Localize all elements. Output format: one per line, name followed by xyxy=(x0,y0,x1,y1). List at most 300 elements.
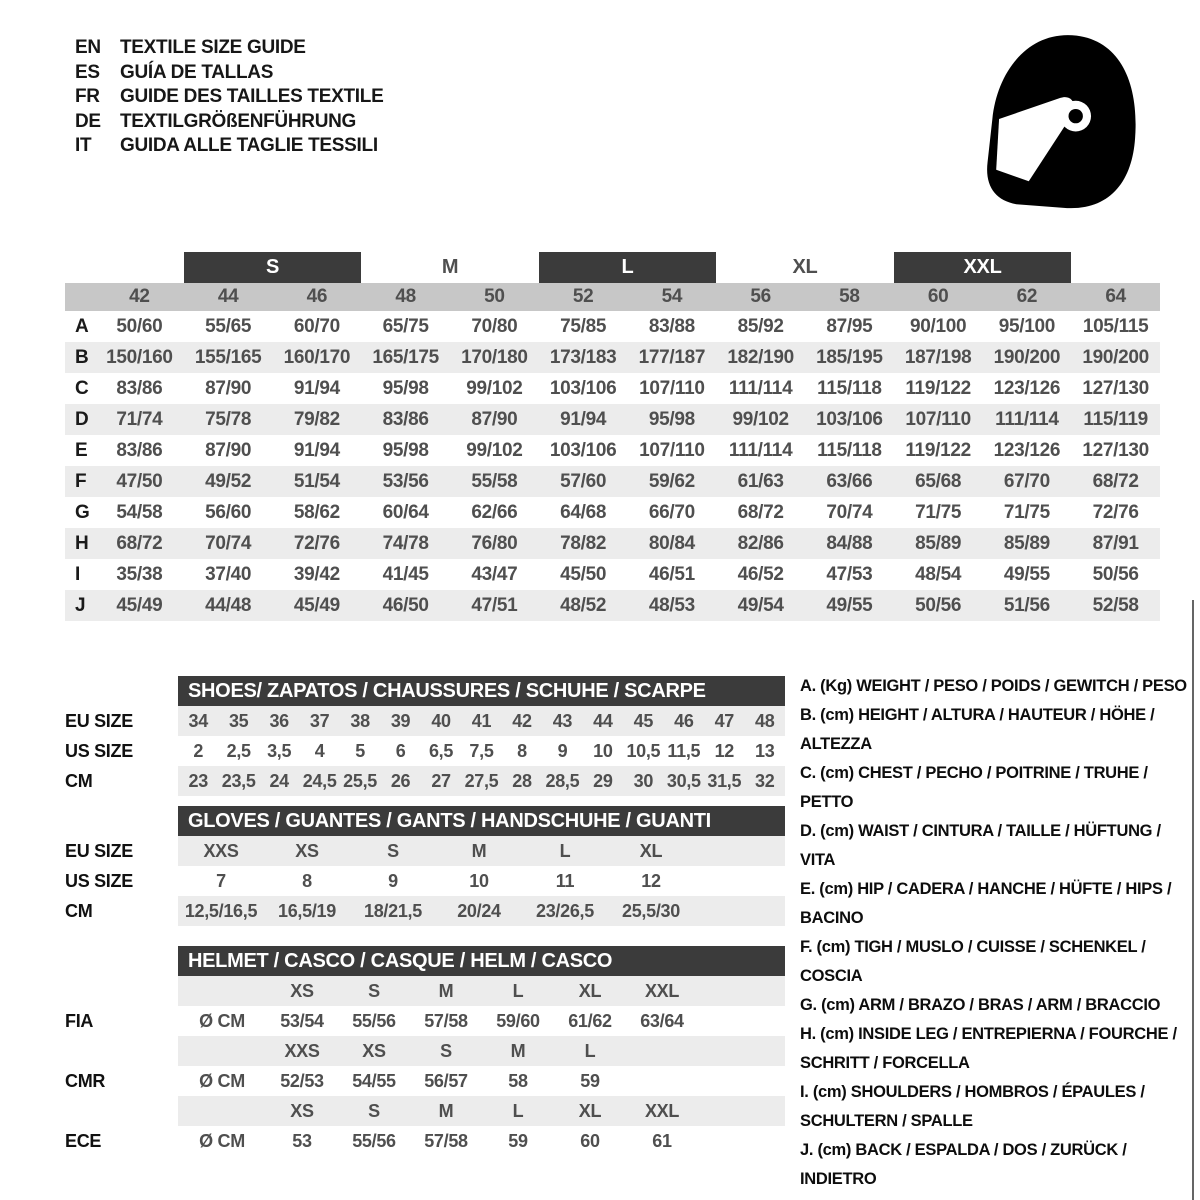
diameter-prefix: Ø CM xyxy=(199,1010,245,1031)
gloves-value-cell: L xyxy=(559,840,571,861)
measurement-cell: 64/68 xyxy=(560,501,607,523)
language-title: TEXTILGRÖßENFÜHRUNG xyxy=(120,110,357,132)
shoes-value-cell: 46 xyxy=(674,710,694,731)
legend-item: D. (cm) WAIST / CINTURA / TAILLE / HÜFTUNG / VITA xyxy=(800,822,1161,869)
shoes-value-cell: 6 xyxy=(395,740,406,761)
measurement-cell: 60/64 xyxy=(382,501,429,523)
legend-item: C. (cm) CHEST / PECHO / POITRINE / TRUHE / PETTO xyxy=(800,764,1148,811)
gloves-value-cell: XL xyxy=(639,840,663,861)
prefix-spacer xyxy=(178,1096,266,1126)
main-size-table xyxy=(65,252,1160,621)
helmet-value-cell: 56/57 xyxy=(424,1070,468,1091)
gloves-row xyxy=(178,896,785,926)
measurement-cell: 107/110 xyxy=(639,377,705,399)
gloves-value-cell: 16,5/19 xyxy=(278,900,336,921)
measurement-cell: 55/65 xyxy=(205,315,252,337)
shoes-row-label: US SIZE xyxy=(65,740,133,761)
language-code: ES xyxy=(75,61,100,83)
measurement-cell: 71/75 xyxy=(915,501,962,523)
measurement-cell: 49/55 xyxy=(1003,563,1050,585)
size-number: 62 xyxy=(1016,286,1038,307)
gloves-row xyxy=(178,866,785,896)
measurement-cell: 123/126 xyxy=(993,439,1061,461)
measurement-row-C xyxy=(65,373,1160,404)
helmet-size-cell: M xyxy=(438,980,454,1001)
prefix-spacer xyxy=(178,1036,266,1066)
measurement-cell: 87/95 xyxy=(826,315,873,337)
helmet-size-cell: XS xyxy=(290,1100,314,1121)
measurement-cell: 84/88 xyxy=(826,532,873,554)
legend-list xyxy=(800,672,1198,1194)
measurement-cell: 160/170 xyxy=(283,346,351,368)
shoes-section xyxy=(65,676,785,796)
language-title: GUIDE DES TAILLES TEXTILE xyxy=(120,86,384,108)
size-number: 42 xyxy=(129,286,150,307)
shoes-value-cell: 3,5 xyxy=(267,740,292,761)
helmet-value-cell: 59/60 xyxy=(496,1010,540,1031)
sizes-spacer xyxy=(65,1096,178,1126)
measurement-cell: 85/89 xyxy=(915,532,962,554)
helmet-sizes-row xyxy=(178,976,785,1006)
measurement-cell: 49/55 xyxy=(826,594,873,616)
helmet-size-cell: M xyxy=(510,1040,526,1061)
helmet-value-row xyxy=(178,1006,785,1036)
helmet-value-cell: 61 xyxy=(652,1130,672,1151)
measurement-cell: 82/86 xyxy=(737,532,784,554)
measurement-cell: 45/50 xyxy=(560,563,607,585)
measurement-cell: 87/90 xyxy=(471,408,518,430)
row-label: I xyxy=(75,563,80,585)
measurement-cell: 111/114 xyxy=(995,408,1059,430)
gloves-value-cell: XXS xyxy=(203,840,239,861)
measurement-cell: 37/40 xyxy=(205,563,252,585)
measurement-cell: 45/49 xyxy=(116,594,163,616)
helmet-size-cell: XXL xyxy=(644,980,680,1001)
measurement-cell: 72/76 xyxy=(293,532,340,554)
measurement-cell: 78/82 xyxy=(560,532,607,554)
gloves-value-cell: 10 xyxy=(469,870,489,891)
gloves-value-cell: XS xyxy=(295,840,319,861)
gloves-value-cell: 9 xyxy=(388,870,398,891)
row-label: D xyxy=(75,408,89,430)
measurement-cell: 70/74 xyxy=(826,501,873,523)
measurement-cell: 107/110 xyxy=(905,408,971,430)
measurement-cell: 91/94 xyxy=(560,408,607,430)
row-label: C xyxy=(75,377,89,399)
measurement-cell: 47/50 xyxy=(116,470,163,492)
measurement-cell: 119/122 xyxy=(905,377,971,399)
helmet-size-cell: S xyxy=(368,980,380,1001)
size-number: 56 xyxy=(750,286,771,307)
gloves-section xyxy=(65,806,785,926)
shoes-value-cell: 43 xyxy=(552,710,573,731)
helmet-row-labels xyxy=(65,946,178,1156)
language-row xyxy=(75,110,383,135)
measurement-cell: 177/187 xyxy=(638,346,706,368)
gloves-content xyxy=(178,806,785,926)
gloves-row-label: CM xyxy=(65,900,93,921)
language-list xyxy=(75,36,383,159)
measurement-cell: 62/66 xyxy=(471,501,518,523)
measurement-cell: 95/98 xyxy=(382,377,429,399)
measurement-row-H xyxy=(65,528,1160,559)
measurement-cell: 46/50 xyxy=(382,594,429,616)
sizes-spacer xyxy=(65,976,178,1006)
language-row xyxy=(75,61,383,86)
measurement-cell: 91/94 xyxy=(293,377,340,399)
measurement-cell: 66/70 xyxy=(648,501,695,523)
measurement-cell: 87/90 xyxy=(205,377,252,399)
helmet-value-cell: 55/56 xyxy=(352,1130,396,1151)
shoes-value-cell: 36 xyxy=(269,710,289,731)
measurement-cell: 48/52 xyxy=(560,594,607,616)
measurement-cell: 165/175 xyxy=(372,346,439,368)
measurement-cell: 54/58 xyxy=(116,501,163,523)
measurement-cell: 44/48 xyxy=(205,594,252,616)
gloves-value-cell: M xyxy=(471,840,487,861)
measurement-cell: 39/42 xyxy=(293,563,340,585)
prefix-spacer xyxy=(178,976,266,1006)
measurement-cell: 70/74 xyxy=(205,532,252,554)
helmet-value-cell: 53 xyxy=(292,1130,312,1151)
helmet-value-cell: 52/53 xyxy=(280,1070,324,1091)
measurement-cell: 107/110 xyxy=(639,439,705,461)
legend-item: G. (cm) ARM / BRAZO / BRAS / ARM / BRACCIO xyxy=(800,996,1161,1014)
shoes-value-cell: 23,5 xyxy=(221,770,256,791)
measurement-row-A xyxy=(65,311,1160,342)
helmet-value-cell: 60 xyxy=(580,1130,600,1151)
measurement-row-G xyxy=(65,497,1160,528)
shoes-value-cell: 39 xyxy=(390,710,411,731)
measurement-cell: 45/49 xyxy=(293,594,340,616)
size-number: 48 xyxy=(395,286,416,307)
shoes-value-cell: 7,5 xyxy=(469,740,494,761)
legend-item: I. (cm) SHOULDERS / HOMBROS / ÉPAULES / SCHULTERN / SPALLE xyxy=(800,1083,1145,1130)
page-edge-line xyxy=(1192,600,1194,1200)
measurement-cell: 90/100 xyxy=(909,315,967,337)
header-spacer xyxy=(65,946,178,976)
shoes-value-cell: 4 xyxy=(314,740,325,761)
measurement-cell: 87/91 xyxy=(1092,532,1139,554)
shoes-value-cell: 5 xyxy=(355,740,365,761)
measurement-cell: 173/183 xyxy=(549,346,617,368)
helmet-value-cell: 59 xyxy=(508,1130,528,1151)
measurement-cell: 123/126 xyxy=(993,377,1061,399)
helmet-size-cell: XS xyxy=(362,1040,386,1061)
helmet-value-cell: 57/58 xyxy=(424,1010,468,1031)
shoes-value-cell: 10,5 xyxy=(626,740,661,761)
measurement-cell: 74/78 xyxy=(382,532,429,554)
shoes-value-cell: 28 xyxy=(512,770,532,791)
measurement-cell: 190/200 xyxy=(993,346,1061,368)
measurement-cell: 103/106 xyxy=(549,439,617,461)
helmet-value-cell: 59 xyxy=(580,1070,600,1091)
language-title: GUÍA DE TALLAS xyxy=(120,61,274,83)
size-number: 58 xyxy=(839,286,860,307)
measurement-cell: 119/122 xyxy=(905,439,971,461)
shoes-value-cell: 28,5 xyxy=(545,770,580,791)
shoes-value-cell: 24 xyxy=(269,770,289,791)
measurement-cell: 103/106 xyxy=(816,408,883,430)
shoes-content xyxy=(178,676,785,796)
helmet-size-cell: M xyxy=(438,1100,454,1121)
helmet-content xyxy=(178,946,785,1156)
shoes-row-labels xyxy=(65,676,178,796)
shoes-value-cell: 8 xyxy=(517,740,527,761)
measurement-cell: 55/58 xyxy=(471,470,518,492)
measurement-cell: 127/130 xyxy=(1082,377,1149,399)
size-number: 64 xyxy=(1105,286,1126,307)
size-number: 54 xyxy=(661,286,683,307)
legend-item: B. (cm) HEIGHT / ALTURA / HAUTEUR / HÖHE / ALTEZZA xyxy=(800,706,1155,753)
helmet-size-cell: XXL xyxy=(644,1100,680,1121)
helmet-size-cell: XL xyxy=(578,1100,602,1121)
language-code: DE xyxy=(75,110,101,132)
measurement-cell: 50/56 xyxy=(1092,563,1139,585)
helmet-value-row xyxy=(178,1126,785,1156)
helmet-standard-label: ECE xyxy=(65,1130,102,1151)
legend-item: H. (cm) INSIDE LEG / ENTREPIERNA / FOURCHE / SCHRITT / FORCELLA xyxy=(800,1025,1177,1072)
shoes-value-cell: 9 xyxy=(557,740,568,761)
measurement-cell: 103/106 xyxy=(549,377,617,399)
measurement-cell: 56/60 xyxy=(205,501,252,523)
measurement-cell: 85/89 xyxy=(1003,532,1050,554)
measurement-cell: 76/80 xyxy=(471,532,518,554)
size-number: 44 xyxy=(217,286,239,307)
helmet-value-cell: 55/56 xyxy=(352,1010,396,1031)
shoes-value-cell: 27 xyxy=(431,770,451,791)
measurement-cell: 53/56 xyxy=(382,470,429,492)
row-label: F xyxy=(75,470,87,492)
measurement-cell: 59/62 xyxy=(648,470,695,492)
measurement-cell: 47/53 xyxy=(826,563,873,585)
row-label: B xyxy=(75,346,89,368)
helmet-size-cell: XL xyxy=(578,980,602,1001)
measurement-cell: 95/98 xyxy=(382,439,429,461)
measurement-cell: 115/119 xyxy=(1083,408,1148,430)
measurement-cell: 57/60 xyxy=(560,470,607,492)
measurement-cell: 71/74 xyxy=(116,408,163,430)
measurement-cell: 49/54 xyxy=(737,594,784,616)
shoes-value-cell: 30,5 xyxy=(666,770,701,791)
helmet-value-cell: 57/58 xyxy=(424,1130,468,1151)
helmet-standard-label: FIA xyxy=(65,1010,94,1031)
shoes-value-cell: 25,5 xyxy=(343,770,378,791)
gloves-section-title: GLOVES / GUANTES / GANTS / HANDSCHUHE / GUANTI xyxy=(178,806,785,836)
shoes-value-cell: 45 xyxy=(633,710,654,731)
measurement-cell: 182/190 xyxy=(727,346,794,368)
measurement-cell: 105/115 xyxy=(1082,315,1149,337)
row-label: G xyxy=(75,501,90,523)
size-group-xxl: XXL xyxy=(894,252,1072,283)
measurement-cell: 99/102 xyxy=(466,377,523,399)
helmet-sizes-row xyxy=(178,1036,785,1066)
measurement-cell: 46/52 xyxy=(737,563,784,585)
measurement-cell: 68/72 xyxy=(116,532,163,554)
language-row xyxy=(75,36,383,61)
measurement-cell: 58/62 xyxy=(293,501,340,523)
measurement-cell: 65/68 xyxy=(915,470,962,492)
helmet-standard-label: CMR xyxy=(65,1070,106,1091)
helmet-value-cell: 61/62 xyxy=(568,1010,612,1031)
measurement-cell: 111/114 xyxy=(728,439,793,461)
measurement-cell: 47/51 xyxy=(471,594,518,616)
size-number: 52 xyxy=(572,286,594,307)
helmet-size-cell: S xyxy=(440,1040,452,1061)
shoes-value-cell: 30 xyxy=(633,770,654,791)
measurement-cell: 155/165 xyxy=(194,346,262,368)
language-title: TEXTILE SIZE GUIDE xyxy=(120,37,306,59)
header-spacer xyxy=(65,676,178,706)
row-label: H xyxy=(75,532,89,554)
shoes-value-cell: 41 xyxy=(471,710,492,731)
helmet-value-cell: 54/55 xyxy=(352,1070,396,1091)
size-group-row xyxy=(65,252,1160,283)
helmet-size-cell: L xyxy=(512,980,524,1001)
measurement-row-J xyxy=(65,590,1160,621)
measurement-row-E xyxy=(65,435,1160,466)
size-number-row xyxy=(65,283,1160,311)
legend-item: J. (cm) BACK / ESPALDA / DOS / ZURÜCK / INDIETRO xyxy=(800,1141,1127,1188)
measurement-cell: 61/63 xyxy=(737,470,784,492)
gloves-value-cell: 8 xyxy=(302,870,312,891)
measurement-cell: 49/52 xyxy=(205,470,252,492)
measurement-cell: 43/47 xyxy=(471,563,518,585)
measurement-cell: 187/198 xyxy=(904,346,972,368)
legend-item: E. (cm) HIP / CADERA / HANCHE / HÜFTE / HIPS / BACINO xyxy=(800,880,1172,927)
helmet-size-cell: XS xyxy=(290,980,314,1001)
helmet-value-cell: 58 xyxy=(508,1070,528,1091)
language-code: EN xyxy=(75,37,101,59)
shoes-value-cell: 23 xyxy=(188,770,208,791)
gloves-row-labels xyxy=(65,806,178,926)
gloves-value-cell: 23/26,5 xyxy=(536,900,594,921)
measurement-cell: 80/84 xyxy=(648,532,695,554)
helmet-value-cell xyxy=(626,1066,698,1096)
helmet-size-cell: L xyxy=(512,1100,524,1121)
helmet-size-cell: L xyxy=(584,1040,596,1061)
helmet-size-cell: S xyxy=(368,1100,380,1121)
gloves-value-cell: 25,5/30 xyxy=(622,900,680,921)
shoes-value-cell: 29 xyxy=(593,770,613,791)
measurement-row-F xyxy=(65,466,1160,497)
shoes-section-title: SHOES/ ZAPATOS / CHAUSSURES / SCHUHE / SCARPE xyxy=(178,676,785,706)
size-group-l: L xyxy=(539,252,717,283)
size-group-xl: XL xyxy=(792,256,818,278)
shoes-value-cell: 10 xyxy=(593,740,613,761)
gloves-value-cell: 12,5/16,5 xyxy=(184,900,258,921)
gloves-row xyxy=(178,836,785,866)
shoes-value-cell: 40 xyxy=(431,710,451,731)
diameter-prefix: Ø CM xyxy=(199,1070,245,1091)
gloves-row-label: EU SIZE xyxy=(65,840,133,861)
corner-cell xyxy=(65,283,95,311)
measurement-cell: 52/58 xyxy=(1092,594,1139,616)
shoes-value-cell: 44 xyxy=(593,710,613,731)
measurement-cell: 85/92 xyxy=(737,315,784,337)
measurement-cell: 127/130 xyxy=(1082,439,1149,461)
helmet-value-row xyxy=(178,1066,785,1096)
helmet-value-cell: 53/54 xyxy=(280,1010,324,1031)
measurement-cell: 111/114 xyxy=(728,377,793,399)
helmet-size-cell xyxy=(626,1036,698,1066)
helmet-size-cell: XXS xyxy=(284,1040,320,1061)
measurement-cell: 60/70 xyxy=(293,315,340,337)
measurement-cell: 51/54 xyxy=(293,470,340,492)
gloves-value-cell: 12 xyxy=(641,870,661,891)
measurement-row-D xyxy=(65,404,1160,435)
shoes-value-cell: 2,5 xyxy=(226,740,251,761)
size-group-s: S xyxy=(184,252,362,283)
measurement-cell: 67/70 xyxy=(1003,470,1050,492)
shoes-value-cell: 34 xyxy=(188,710,208,731)
measurement-cell: 99/102 xyxy=(466,439,523,461)
measurement-cell: 63/66 xyxy=(826,470,873,492)
size-group-m: M xyxy=(441,256,459,278)
shoes-row xyxy=(178,766,785,796)
gloves-value-cell: 18/21,5 xyxy=(364,900,422,921)
shoes-value-cell: 38 xyxy=(350,710,370,731)
measurement-cell: 115/118 xyxy=(817,439,882,461)
measurement-cell: 95/100 xyxy=(998,315,1056,337)
shoes-value-cell: 47 xyxy=(714,710,734,731)
row-label: E xyxy=(75,439,88,461)
language-title: GUIDA ALLE TAGLIE TESSILI xyxy=(120,135,378,157)
language-code: IT xyxy=(75,135,92,157)
shoes-value-cell: 2 xyxy=(193,740,204,761)
measurement-cell: 68/72 xyxy=(737,501,784,523)
shoes-value-cell: 42 xyxy=(512,710,532,731)
shoes-value-cell: 26 xyxy=(390,770,411,791)
shoes-value-cell: 6,5 xyxy=(428,740,454,761)
shoes-value-cell: 12 xyxy=(714,740,734,761)
measurement-cell: 48/53 xyxy=(648,594,695,616)
measurement-cell: 68/72 xyxy=(1092,470,1139,492)
row-label: A xyxy=(75,315,89,337)
gloves-value-cell: 20/24 xyxy=(457,900,501,921)
helmet-section xyxy=(65,946,785,1156)
gloves-row-label: US SIZE xyxy=(65,870,133,891)
measurement-cell: 185/195 xyxy=(816,346,883,368)
size-number: 50 xyxy=(484,286,505,307)
measurement-cell: 72/76 xyxy=(1092,501,1139,523)
measurement-cell: 83/86 xyxy=(116,377,163,399)
measurement-cell: 91/94 xyxy=(293,439,340,461)
measurement-cell: 50/56 xyxy=(915,594,962,616)
measurement-cell: 71/75 xyxy=(1003,501,1050,523)
gloves-value-cell: 7 xyxy=(216,870,226,891)
measurement-row-I xyxy=(65,559,1160,590)
measurement-cell: 48/54 xyxy=(915,563,962,585)
measurement-cell: 75/85 xyxy=(560,315,607,337)
shoes-value-cell: 13 xyxy=(755,740,775,761)
language-row xyxy=(75,85,383,110)
measurement-cell: 65/75 xyxy=(382,315,429,337)
helmet-value-cell: 63/64 xyxy=(640,1010,684,1031)
shoes-value-cell: 35 xyxy=(228,710,249,731)
helmet-sizes-row xyxy=(178,1096,785,1126)
shoes-value-cell: 37 xyxy=(309,710,330,731)
sizes-spacer xyxy=(65,1036,178,1066)
measurement-cell: 95/98 xyxy=(648,408,695,430)
shoes-value-cell: 48 xyxy=(755,710,775,731)
helmet-section-title: HELMET / CASCO / CASQUE / HELM / CASCO xyxy=(178,946,785,976)
row-label: J xyxy=(75,594,86,616)
shoes-value-cell: 11,5 xyxy=(667,740,701,761)
shoes-value-cell: 27,5 xyxy=(464,770,499,791)
measurement-row-B xyxy=(65,342,1160,373)
shoes-row xyxy=(178,736,785,766)
